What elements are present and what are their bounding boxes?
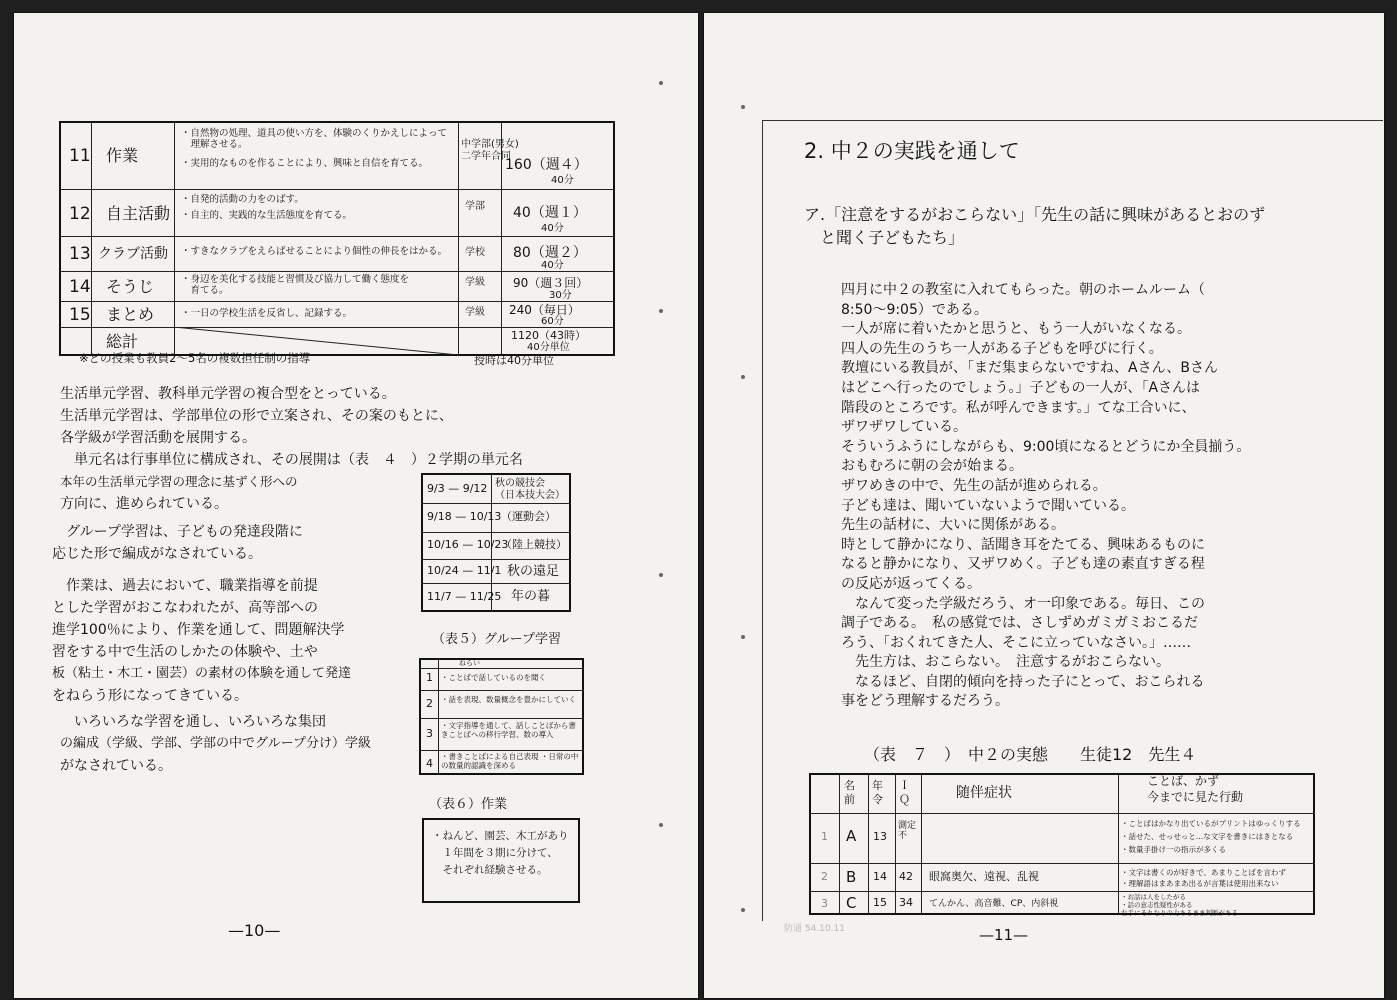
- hours-unit: 60分: [541, 316, 564, 327]
- hours-unit: 40分: [541, 223, 564, 234]
- subject-name: 自主活動: [106, 204, 171, 223]
- subject-desc: ・一日の学校生活を反省し、記録する。: [181, 308, 353, 319]
- page-number: —10—: [228, 921, 281, 940]
- student-age: 14: [873, 870, 887, 883]
- unit-group: 学級: [465, 277, 485, 288]
- hours-unit: 30分: [549, 290, 572, 301]
- subject-desc: ・自然物の処理、道具の使い方を、体験のくりかえしによって 理解させる。 ・実用的なものを作ることにより、興味と自信を育てる。: [181, 128, 448, 169]
- student-iq: 測定不: [898, 821, 917, 842]
- faded-stamp: 防通 54.10.11: [784, 924, 845, 934]
- section-heading: 2. 中２の実践を通して: [804, 139, 1020, 163]
- right-page: [704, 13, 1384, 998]
- row-number: 4: [426, 757, 433, 770]
- work-description: ・ねんど、園芸、木工があり １年間を３期に分けて、 それぞれ経験させる。: [432, 830, 569, 876]
- table-caption: （表５）グループ学習: [432, 632, 561, 647]
- accompanying-symptoms: てんかん、高音難、CP、内斜視: [929, 899, 1059, 909]
- student-profile-table: [809, 773, 1315, 915]
- binder-hole: [659, 573, 663, 577]
- row-number: 2: [426, 697, 433, 710]
- accompanying-symptoms: 眼窩奥欠、遠視、乱視: [929, 870, 1039, 883]
- hours: 160（週４）: [505, 157, 588, 173]
- header-name: 名前: [844, 779, 855, 806]
- row-number: 11: [69, 146, 91, 166]
- paragraph: 生活単元学習、教科単元学習の複合型をとっている。 生活単元学習は、学部単位の形で立案され、その案のもとに、 各学級が学習活動を展開する。 単元名は行事単位に構成され、その展開は（表 ４ ）２学期の単元名 本年の生活単元学習の理念に基ずく形への 方向に、進められている。: [60, 386, 523, 512]
- goal: ・書きことばによる自己表現 ・日常の中の数量的認識を深める: [441, 752, 579, 770]
- goal: ・文字指導を通して、話しことばから書きことばへの移行学習、数の導入: [441, 721, 576, 739]
- hours-unit: 40分: [541, 260, 564, 271]
- event: 年の暮: [511, 589, 551, 604]
- total-unit: 40分単位: [527, 342, 570, 353]
- student-age: 13: [873, 830, 887, 843]
- row-number: 13: [69, 244, 91, 264]
- date-range: 10/24 — 11/1: [427, 564, 502, 577]
- page-number: —11—: [979, 926, 1029, 944]
- binder-hole: [741, 635, 745, 639]
- curriculum-table: [59, 121, 615, 356]
- header-behavior: ことば、かず 今までに見た行動: [1147, 774, 1244, 804]
- binder-hole: [659, 823, 663, 827]
- row-number: 1: [821, 830, 828, 843]
- header-iq: ＩＱ: [899, 779, 910, 806]
- binder-hole: [741, 375, 745, 379]
- date-range: 9/3 — 9/12: [427, 482, 488, 495]
- row-number: 12: [69, 204, 91, 224]
- hours: 90（週３回）: [513, 276, 589, 290]
- group-study-table: [419, 658, 584, 775]
- unit-group: 学級: [465, 307, 485, 318]
- goal: ・ことばで話しているのを聞く: [441, 673, 546, 682]
- observed-behavior: ・ことばはかなり出ているがプリントはゆっくりする ・話せた、せっせっと…な文字を書きにはきとなる ・数量手掛け一の指示が多くる: [1121, 819, 1301, 854]
- schedule-table: [421, 473, 571, 612]
- row-number: 1: [426, 671, 433, 684]
- student-name: C: [846, 894, 857, 912]
- hours: 240（毎日）: [509, 303, 580, 317]
- footnote-unit: 授時は40分単位: [474, 354, 554, 367]
- hours: 80（週２）: [513, 245, 587, 261]
- event: 秋の競技会 （日本技大会）: [495, 478, 565, 501]
- student-name: A: [846, 827, 857, 845]
- subject-desc: ・自発的活動の力をのばす。 ・自主的、実践的な生活態度を育てる。: [181, 194, 353, 221]
- work-table: [422, 818, 580, 903]
- binder-hole: [659, 309, 663, 313]
- observed-behavior: ・文字は書くのが好きで、あまりことばを言わず ・理解語はまあまあ出るが言葉は使用出来ない: [1121, 868, 1286, 888]
- table-caption: （表６）作業: [429, 797, 508, 812]
- subject-name: クラブ活動: [98, 246, 168, 262]
- row-number: 2: [821, 870, 828, 883]
- binder-hole: [741, 105, 745, 109]
- unit-group: 学校: [465, 247, 485, 258]
- unit-group: 中学部(男女) 二学年合同: [461, 139, 519, 162]
- unit-group: 学部: [465, 201, 485, 212]
- date-range: 11/7 — 11/25: [427, 590, 502, 603]
- sub-heading: ア.「注意をするがおこらない」「先生の話に興味があるとおのず と聞く子どもたち」: [804, 205, 1266, 247]
- event: （運動会）: [501, 510, 556, 523]
- header-symptoms: 随伴症状: [956, 785, 1012, 801]
- footnote: ※どの授業も教員2〜5名の複数担任制の指導: [79, 351, 311, 365]
- total-label: 総計: [106, 332, 139, 351]
- hours: 40（週１）: [513, 205, 587, 221]
- event: （陸上競技）: [501, 538, 567, 551]
- row-number: 3: [821, 897, 828, 910]
- row-number: 14: [69, 277, 91, 297]
- event: 秋の遠足: [507, 564, 560, 579]
- row-number: 3: [426, 727, 433, 740]
- table-caption: （表 ７ ） 中２の実態 生徒12 先生４: [864, 745, 1197, 764]
- total-hours: 1120（43時）: [511, 329, 586, 342]
- body-text: 四月に中２の教室に入れてもらった。朝のホームルーム（ 8:50〜9:05）である。 一人が席に着いたかと思うと、もう一人がいなくなる。 四人の先生のうち一人がある子どもを呼びに行く。 教壇にいる教員が、「まだ集まらないですね、Aさん、Bさん はどこへ行ったのでしょう。」子どもの一人が、「Aさんは 階段のところです。私が呼んできます。」てな工合いに、 ザワザワしている。 そういうふうにしながらも、9:00頃になるとどうにか全員揃う。 おもむろに朝の会が始まる。 ザワめきの中で、先生の話が進められる。 子ども達は、聞いていないようで聞いている。 先生の話材に、大いに関係がある。 時として静かになり、話聞き耳をたてる、興味あるものに なると静かになり、又ザワめく。子ども達の素直すぎる程 の反応が返ってくる。 なんて変った学級だろう、オ一印象である。毎日、この 調子である。 私の感覚では、さしずめガミガミおこるだ ろう、「おくれてきた人、そこに立っていなさい。」…… 先生方は、おこらない。 注意するがおこらない。 なるほど、自閉的傾向を持った子にとって、おこられる 事をどう理解するだろう。: [841, 282, 1251, 710]
- subject-name: 作業: [106, 146, 139, 165]
- observed-behavior: ・お話は人をしたがる ・話の意志性疑性がある 右手にそれなりの力あるまま判断がある: [1121, 893, 1238, 917]
- binder-hole: [741, 908, 745, 912]
- hours-unit: 40分: [551, 175, 574, 186]
- student-iq: 42: [899, 870, 913, 883]
- subject-name: まとめ: [106, 305, 155, 324]
- date-range: 9/18 — 10/13: [427, 510, 502, 523]
- paragraph: グループ学習は、子どもの発達段階に 応じた形で編成がなされている。: [52, 524, 303, 562]
- student-name: B: [846, 868, 857, 886]
- left-page: [14, 13, 698, 998]
- subject-name: そうじ: [106, 277, 155, 296]
- subject-desc: ・身辺を美化する技能と習慣及び協力して働く態度を 育てる。: [181, 274, 410, 296]
- student-age: 15: [873, 896, 887, 909]
- header-age: 年令: [872, 779, 883, 806]
- date-range: 10/16 — 10/23: [427, 538, 509, 551]
- row-number: 15: [69, 305, 91, 325]
- paragraph: いろいろな学習を通し、いろいろな集団 の編成（学級、学部、学部の中でグループ分け）学級 がなされている。: [60, 714, 371, 774]
- student-iq: 34: [899, 896, 913, 909]
- subject-desc: ・すきなクラブをえらばせることにより個性の伸長をはかる。: [181, 246, 448, 257]
- column-header: ねらい: [459, 659, 480, 667]
- goal: ・話を表現、数量概念を豊かにしていく: [441, 695, 576, 704]
- binder-hole: [659, 81, 663, 85]
- paragraph: 作業は、過去において、職業指導を前提 とした学習がおこなわれたが、高等部への 進学100％により、作業を通して、問題解決学 習をする中で生活のしかたの体験や、土や 板（粘土・木工・園芸）の素材の体験を通して発達 をねらう形になってきている。: [52, 578, 352, 704]
